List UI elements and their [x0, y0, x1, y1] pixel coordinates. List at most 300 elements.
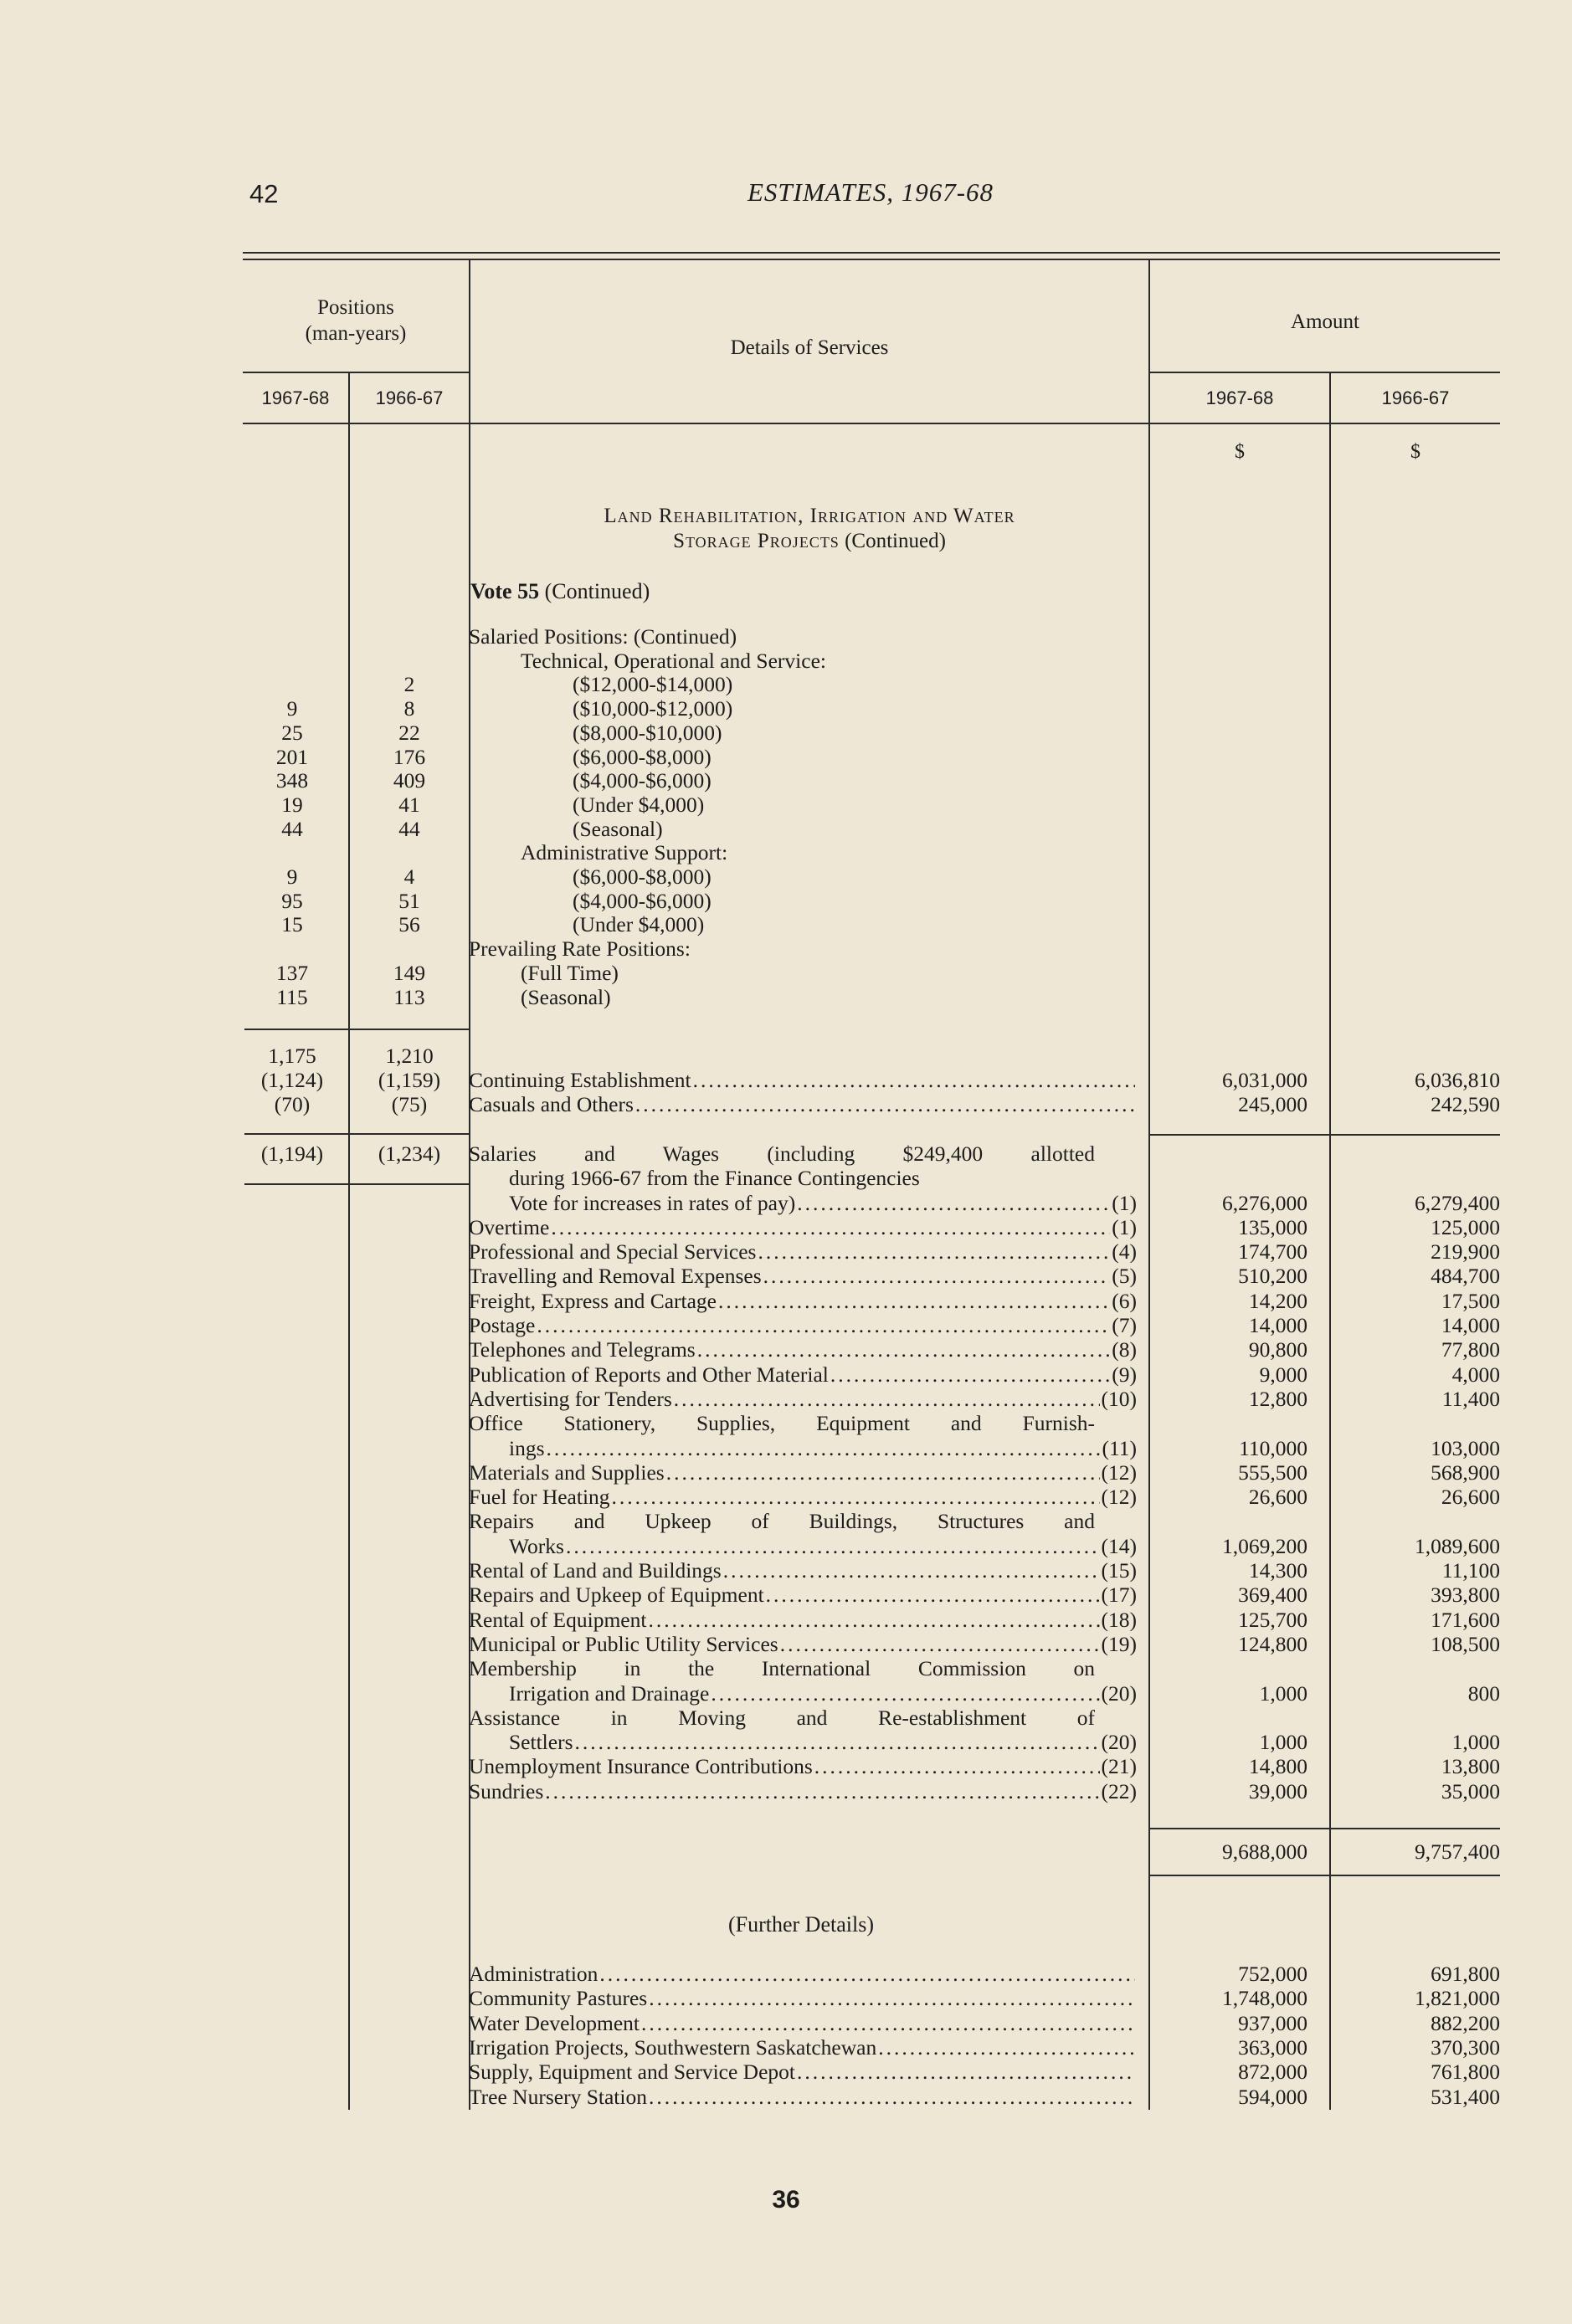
continuing-text: Continuing Establishment [469, 1068, 691, 1092]
vote-cont: (Continued) [544, 579, 650, 603]
header-sub-rule-left [243, 372, 469, 373]
expense-row [0, 1436, 1572, 1460]
position-count-1967: 115 [276, 985, 308, 1009]
further-label [469, 2085, 1137, 2109]
expense-amount-1966: 4,000 [1451, 1362, 1500, 1387]
position-row [0, 936, 1572, 961]
casuals-label [469, 1092, 1137, 1116]
expense-amount-1967: 369,400 [1238, 1583, 1307, 1607]
expense-label [469, 1681, 1137, 1706]
position-row [0, 696, 1572, 721]
further-label [469, 1986, 1137, 2010]
position-row [0, 985, 1572, 1009]
expense-total-rule [1150, 1828, 1500, 1829]
leader-dots [666, 1460, 1100, 1485]
further-amount-1967: 872,000 [1238, 2060, 1307, 2084]
expense-row [0, 1460, 1572, 1485]
expense-label-text: ings [509, 1436, 545, 1460]
position-count-1966: 149 [393, 961, 426, 985]
leader-dots [766, 1583, 1100, 1607]
leader-dots [648, 1608, 1099, 1632]
position-count-1967: 9 [286, 864, 298, 889]
vote-heading [470, 579, 650, 604]
position-row [0, 793, 1572, 817]
expense-amount-1966: 77,800 [1441, 1337, 1500, 1362]
expense-label [469, 1632, 1137, 1656]
further-label-text: Water Development [469, 2011, 640, 2035]
section-title-line1: Land Rehabilitation, Irrigation and Water [604, 505, 1015, 527]
expense-label-code: (10) [1101, 1387, 1137, 1411]
position-count-1967: 137 [275, 961, 309, 985]
position-label: ($12,000-$14,000) [573, 672, 733, 696]
expense-amount-1967: 14,300 [1248, 1558, 1307, 1583]
position-label: (Full Time) [521, 961, 619, 985]
position-label: Technical, Operational and Service: [521, 649, 826, 673]
expense-label-text: Unemployment Insurance Contributions [469, 1754, 813, 1778]
expense-row [0, 1509, 1572, 1533]
further-row [0, 1986, 1572, 2010]
position-row [0, 649, 1572, 673]
expense-label-text: Works [509, 1534, 564, 1558]
positions-total-2: 1,210 [385, 1044, 434, 1068]
position-count-1966: 44 [398, 817, 420, 841]
position-count-1966: 113 [393, 985, 425, 1009]
expense-row [0, 1583, 1572, 1607]
expense-label-text: Municipal or Public Utility Services [469, 1632, 778, 1656]
further-amount-1967: 937,000 [1238, 2011, 1307, 2035]
further-amount-1966: 882,200 [1431, 2011, 1500, 2035]
expense-label [469, 1264, 1137, 1288]
expense-amount-1966: 219,900 [1431, 1239, 1500, 1264]
further-row [0, 2060, 1572, 2084]
expense-label-code: (6) [1112, 1289, 1137, 1313]
position-count-1967: 25 [281, 721, 303, 745]
continuing-p2: (1,159) [378, 1068, 441, 1092]
expense-amount-1967: 90,800 [1248, 1337, 1307, 1362]
expense-amount-1967: 14,800 [1248, 1754, 1307, 1778]
expense-amount-1966: 11,400 [1441, 1387, 1500, 1411]
amount-subtotal-rule [1150, 1134, 1500, 1136]
leader-dots [635, 1092, 1135, 1116]
section-title [470, 504, 1148, 554]
position-count-1967: 201 [275, 745, 309, 769]
expense-amount-1967: 174,700 [1238, 1239, 1307, 1264]
expense-amount-1966: 171,600 [1431, 1608, 1500, 1632]
casuals-p1: (70) [274, 1092, 311, 1116]
position-label: ($8,000-$10,000) [573, 721, 722, 745]
expense-amount-1967: 26,600 [1248, 1485, 1307, 1509]
expense-label-text: Advertising for Tenders [469, 1387, 672, 1411]
expense-label-code: (20) [1101, 1730, 1137, 1754]
expense-label-line: Repairs and Upkeep of Buildings, Structures and [469, 1509, 1095, 1533]
expense-label-code: (14) [1101, 1534, 1137, 1558]
position-count-1967: 44 [281, 817, 303, 841]
leader-dots [718, 1289, 1110, 1313]
expense-row [0, 1485, 1572, 1509]
expense-amount-1967: 555,500 [1238, 1460, 1307, 1485]
expense-label-code: (22) [1101, 1779, 1137, 1803]
position-count-1966: 41 [398, 793, 420, 817]
expense-amount-1967: 124,800 [1238, 1632, 1307, 1656]
expense-amount-1966: 11,100 [1441, 1558, 1500, 1583]
leader-dots [830, 1362, 1110, 1387]
expense-label-code: (12) [1101, 1485, 1137, 1509]
header-bottom-rule [243, 423, 1500, 424]
further-heading: (Further Details) [727, 1912, 874, 1937]
leader-dots [649, 2085, 1135, 2109]
casuals-p2: (75) [391, 1092, 428, 1116]
leader-dots [697, 1337, 1111, 1362]
expense-label-line: Salaries and Wages (including $249,400 allotted [469, 1141, 1095, 1166]
expense-row [0, 1362, 1572, 1387]
expense-label-text: Overtime [469, 1215, 550, 1239]
section-title-line2: Storage Projects [673, 530, 840, 552]
expense-label-line: Office Stationery, Supplies, Equipment and Furnish- [469, 1411, 1095, 1435]
expense-total-row [0, 1839, 1572, 1864]
expense-label-text: Sundries [469, 1779, 544, 1803]
positions-label: Positions [317, 296, 394, 319]
further-row [0, 1962, 1572, 1986]
position-count-1966: 2 [403, 672, 415, 696]
expense-label-code: (20) [1101, 1681, 1137, 1706]
position-count-1966: 22 [398, 721, 420, 745]
expense-amount-1967: 9,000 [1259, 1362, 1307, 1387]
expense-row [0, 1313, 1572, 1337]
position-label: (Seasonal) [573, 817, 663, 841]
leader-dots [814, 1754, 1100, 1778]
expense-row [0, 1730, 1572, 1754]
page-title: ESTIMATES, 1967-68 [747, 177, 994, 207]
position-row [0, 840, 1572, 864]
leader-dots [547, 1436, 1101, 1460]
positions-sublabel: (man-years) [305, 322, 407, 345]
leader-dots [537, 1313, 1110, 1337]
currency-2: $ [1410, 441, 1420, 463]
expense-label-code: (17) [1101, 1583, 1137, 1607]
expense-label-line: during 1966-67 from the Finance Contingencies [509, 1166, 920, 1190]
position-label: ($10,000-$12,000) [573, 696, 733, 721]
expense-label [469, 1730, 1137, 1754]
expense-label-code: (1) [1112, 1191, 1137, 1215]
expense-total-under-rule [1150, 1875, 1500, 1876]
page-number: 42 [249, 179, 279, 208]
further-amount-1967: 363,000 [1238, 2035, 1307, 2060]
further-label-text: Community Pastures [469, 1986, 648, 2010]
expense-total-a2: 9,757,400 [1415, 1839, 1500, 1864]
leader-dots [566, 1534, 1100, 1558]
expense-label-code: (8) [1112, 1337, 1137, 1362]
expense-amount-1966: 1,000 [1451, 1730, 1500, 1754]
expense-amount-1966: 1,089,600 [1415, 1534, 1500, 1558]
expense-amount-1966: 484,700 [1431, 1264, 1500, 1288]
leader-dots [575, 1730, 1100, 1754]
further-amount-1967: 752,000 [1238, 1962, 1307, 1986]
expense-amount-1966: 393,800 [1431, 1583, 1500, 1607]
expense-label [469, 1608, 1137, 1632]
further-label [469, 2035, 1137, 2060]
expense-amount-1967: 1,069,200 [1222, 1534, 1307, 1558]
expense-row [0, 1534, 1572, 1558]
leader-dots [599, 1962, 1135, 1986]
expense-row [0, 1558, 1572, 1583]
expense-row [0, 1656, 1572, 1680]
expense-label-text: Rental of Equipment [469, 1608, 647, 1632]
further-label [469, 1962, 1137, 1986]
leader-dots [641, 2011, 1135, 2035]
expense-row [0, 1191, 1572, 1215]
details-heading: Details of Services [730, 336, 889, 359]
positions-year-2: 1966-67 [375, 387, 444, 408]
continuing-label [469, 1068, 1137, 1092]
expense-row [0, 1289, 1572, 1313]
expense-row [0, 1754, 1572, 1778]
expense-row [0, 1264, 1572, 1288]
leader-dots [649, 1986, 1135, 2010]
expense-row [0, 1632, 1572, 1656]
expense-amount-1966: 35,000 [1441, 1779, 1500, 1803]
amount-heading: Amount [1291, 310, 1359, 333]
expense-label [469, 1583, 1137, 1607]
expense-amount-1967: 510,200 [1238, 1264, 1307, 1288]
position-label: Administrative Support: [521, 840, 728, 864]
position-count-1966: 4 [403, 864, 415, 889]
expense-amount-1967: 6,276,000 [1222, 1191, 1307, 1215]
position-label: ($4,000-$6,000) [573, 768, 712, 793]
expense-label-line: Membership in the International Commission on [469, 1656, 1095, 1680]
position-row [0, 889, 1572, 913]
position-row [0, 721, 1572, 745]
expense-label [469, 1485, 1137, 1509]
expense-label-code: (11) [1102, 1436, 1137, 1460]
further-amount-1966: 761,800 [1431, 2060, 1500, 2084]
currency-1: $ [1235, 441, 1245, 463]
expense-amount-1967: 125,700 [1238, 1608, 1307, 1632]
expense-amount-1967: 1,000 [1259, 1730, 1307, 1754]
expense-label [469, 1460, 1137, 1485]
expense-amount-1967: 110,000 [1239, 1436, 1307, 1460]
expense-label-code: (9) [1112, 1362, 1137, 1387]
further-label [469, 2011, 1137, 2035]
leader-dots [758, 1239, 1110, 1264]
expense-label [469, 1558, 1137, 1583]
expense-amount-1967: 14,000 [1248, 1313, 1307, 1337]
continuing-a1: 6,031,000 [1222, 1068, 1307, 1092]
expense-amount-1966: 17,500 [1441, 1289, 1500, 1313]
position-count-1967: 348 [275, 768, 309, 793]
position-row [0, 817, 1572, 841]
position-row [0, 745, 1572, 769]
further-amount-1966: 370,300 [1431, 2035, 1500, 2060]
expense-label-code: (4) [1112, 1239, 1137, 1264]
further-label-text: Tree Nursery Station [469, 2085, 647, 2109]
expense-label-text: Publication of Reports and Other Material [469, 1362, 829, 1387]
expense-label [469, 1289, 1137, 1313]
page-footer-number: 36 [772, 2186, 800, 2214]
leader-dots [551, 1215, 1110, 1239]
expense-label-text: Postage [469, 1313, 536, 1337]
expense-row [0, 1337, 1572, 1362]
expense-amount-1966: 14,000 [1441, 1313, 1500, 1337]
further-row [0, 2011, 1572, 2035]
expense-label-text: Irrigation and Drainage [509, 1681, 710, 1706]
continuing-p1: (1,124) [260, 1068, 324, 1092]
expense-label-code: (15) [1101, 1558, 1137, 1583]
header-sub-rule-right [1150, 372, 1500, 373]
further-amount-1967: 594,000 [1238, 2085, 1307, 2109]
salaries-p1: (1,194) [260, 1141, 324, 1166]
expense-amount-1967: 39,000 [1248, 1779, 1307, 1803]
position-label: ($4,000-$6,000) [573, 889, 712, 913]
position-count-1966: 409 [393, 768, 426, 793]
expense-label-text: Travelling and Removal Expenses [469, 1264, 762, 1288]
continuing-row [0, 1068, 1572, 1092]
expense-label-text: Freight, Express and Cartage [469, 1289, 717, 1313]
expense-amount-1966: 13,800 [1441, 1754, 1500, 1778]
expense-row [0, 1387, 1572, 1411]
further-label-text: Supply, Equipment and Service Depot [469, 2060, 795, 2084]
expense-label [469, 1337, 1137, 1362]
position-count-1966: 56 [398, 912, 420, 936]
position-count-1967: 9 [286, 696, 298, 721]
position-label: ($6,000-$8,000) [573, 864, 712, 889]
expense-amount-1966: 800 [1467, 1681, 1500, 1706]
expense-label-code: (1) [1112, 1215, 1137, 1239]
positions-heading [243, 295, 469, 346]
expense-label-text: Rental of Land and Buildings [469, 1558, 722, 1583]
leader-dots [797, 2060, 1135, 2084]
further-amount-1966: 1,821,000 [1415, 1986, 1500, 2010]
top-rule-2 [243, 259, 1500, 260]
leader-dots [763, 1264, 1111, 1288]
expense-amount-1967: 12,800 [1248, 1387, 1307, 1411]
position-row [0, 624, 1572, 649]
expense-label [469, 1313, 1137, 1337]
expense-row [0, 1215, 1572, 1239]
further-label [469, 2060, 1137, 2084]
expense-label-text: Materials and Supplies [469, 1460, 665, 1485]
leader-dots [780, 1632, 1100, 1656]
expense-label [469, 1362, 1137, 1387]
position-count-1966: 176 [393, 745, 426, 769]
expense-label-text: Telephones and Telegrams [469, 1337, 696, 1362]
expense-row [0, 1608, 1572, 1632]
position-row [0, 961, 1572, 985]
expense-label-code: (12) [1101, 1460, 1137, 1485]
expense-row [0, 1681, 1572, 1706]
expense-label-text: Fuel for Heating [469, 1485, 610, 1509]
expense-amount-1966: 103,000 [1431, 1436, 1500, 1460]
position-label: (Seasonal) [521, 985, 611, 1009]
expense-amount-1966: 6,279,400 [1415, 1191, 1500, 1215]
expense-amount-1967: 14,200 [1248, 1289, 1307, 1313]
expense-label-code: (18) [1101, 1608, 1137, 1632]
expense-amount-1967: 1,000 [1259, 1681, 1307, 1706]
expense-label-code: (19) [1101, 1632, 1137, 1656]
position-count-1967: 19 [281, 793, 303, 817]
expense-row [0, 1779, 1572, 1803]
position-label: Salaried Positions: (Continued) [469, 624, 737, 649]
leader-dots [878, 2035, 1135, 2060]
leader-dots [545, 1779, 1099, 1803]
expense-label-code: (21) [1101, 1754, 1137, 1778]
expense-label-text: Settlers [509, 1730, 573, 1754]
leader-dots [693, 1068, 1135, 1092]
expense-label [469, 1215, 1137, 1239]
leader-dots [674, 1387, 1100, 1411]
expense-row [0, 1141, 1572, 1166]
expense-row [0, 1166, 1572, 1190]
continuing-a2: 6,036,810 [1415, 1068, 1500, 1092]
position-row [0, 912, 1572, 936]
expense-label-code: (5) [1112, 1264, 1137, 1288]
position-count-1967: 15 [281, 912, 303, 936]
expense-label [469, 1534, 1137, 1558]
position-row [0, 672, 1572, 696]
casuals-row [0, 1092, 1572, 1116]
further-row [0, 2035, 1572, 2060]
position-row [0, 864, 1572, 889]
casuals-a1: 245,000 [1238, 1092, 1307, 1116]
expense-label [469, 1754, 1137, 1778]
positions-year-1: 1967-68 [261, 387, 330, 408]
further-amount-1966: 531,400 [1431, 2085, 1500, 2109]
expense-amount-1966: 125,000 [1431, 1215, 1500, 1239]
position-label: ($6,000-$8,000) [573, 745, 712, 769]
expense-label-text: Repairs and Upkeep of Equipment [469, 1583, 764, 1607]
expense-label [469, 1239, 1137, 1264]
expense-label-text: Vote for increases in rates of pay) [509, 1191, 796, 1215]
expense-label [469, 1191, 1137, 1215]
salaries-p2: (1,234) [378, 1141, 441, 1166]
expense-label-line: Assistance in Moving and Re-establishment of [469, 1706, 1095, 1730]
section-title-cont: (Continued) [845, 530, 946, 552]
expense-row [0, 1706, 1572, 1730]
further-row [0, 2085, 1572, 2109]
expense-amount-1967: 135,000 [1238, 1215, 1307, 1239]
position-count-1967: 95 [281, 889, 303, 913]
position-label: (Under $4,000) [573, 793, 705, 817]
further-label-text: Irrigation Projects, Southwestern Saskatchewan [469, 2035, 877, 2060]
leader-dots [797, 1191, 1110, 1215]
expense-label [469, 1387, 1137, 1411]
positions-total-1: 1,175 [268, 1044, 316, 1068]
amount-year-2: 1966-67 [1381, 387, 1450, 408]
expense-row [0, 1239, 1572, 1264]
top-rule [243, 252, 1500, 254]
leader-dots [723, 1558, 1100, 1583]
expense-amount-1966: 108,500 [1431, 1632, 1500, 1656]
expense-amount-1966: 26,600 [1441, 1485, 1500, 1509]
position-label: Prevailing Rate Positions: [469, 936, 691, 961]
expense-label [469, 1779, 1137, 1803]
position-count-1966: 8 [403, 696, 415, 721]
further-amount-1966: 691,800 [1431, 1962, 1500, 1986]
position-count-1966: 51 [398, 889, 420, 913]
position-label: (Under $4,000) [573, 912, 705, 936]
expense-label [469, 1436, 1137, 1460]
further-label-text: Administration [469, 1962, 598, 1986]
expense-label-code: (7) [1112, 1313, 1137, 1337]
expense-row [0, 1411, 1572, 1435]
expense-label-text: Professional and Special Services [469, 1239, 757, 1264]
amount-year-1: 1967-68 [1205, 387, 1274, 408]
vote-number: Vote 55 [470, 579, 540, 603]
leader-dots [711, 1681, 1099, 1706]
position-row [0, 768, 1572, 793]
positions-total-row [0, 1044, 1572, 1068]
casuals-text: Casuals and Others [469, 1092, 634, 1116]
expense-total-a1: 9,688,000 [1222, 1839, 1307, 1864]
